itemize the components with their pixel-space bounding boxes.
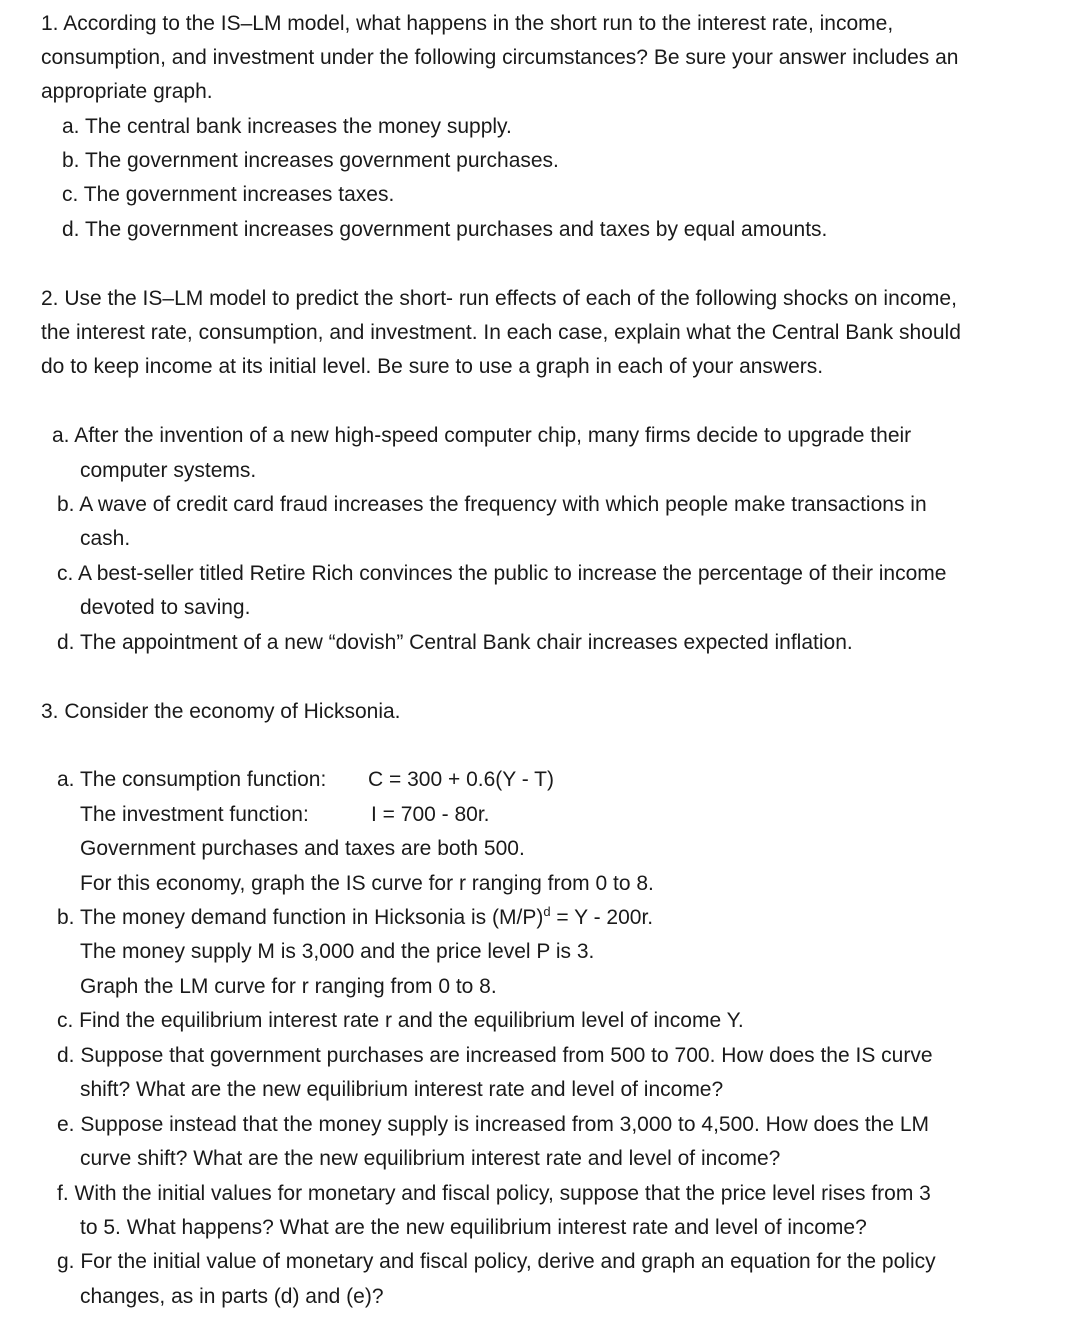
- q2-item-a-line-2: computer systems.: [80, 459, 257, 482]
- q1-line-3: appropriate graph.: [41, 80, 213, 103]
- q3-g-line-2: changes, as in parts (d) and (e)?: [80, 1285, 384, 1308]
- q1-line-1: 1. According to the IS–LM model, what happens in the short run to the interest rate, income,: [41, 12, 894, 35]
- q3-f-line-2: to 5. What happens? What are the new equilibrium interest rate and level of income?: [80, 1216, 867, 1239]
- q2-item-a-line-1: a. After the invention of a new high-speed computer chip, many firms decide to upgrade their: [52, 424, 912, 447]
- q2-item-b-line-1: b. A wave of credit card fraud increases the frequency with which people make transactions in: [57, 493, 927, 516]
- q3-b-money-demand: [57, 901, 653, 935]
- q3-e-line-2: curve shift? What are the new equilibrium interest rate and level of income?: [80, 1147, 781, 1170]
- q3-b-prefix: b. The money demand function in Hicksonia is (M/P): [57, 906, 544, 929]
- q1-item-c: c. The government increases taxes.: [62, 183, 395, 206]
- q2-line-2: the interest rate, consumption, and investment. In each case, explain what the Central Bank should: [41, 321, 961, 344]
- q3-g-line-1: g. For the initial value of monetary and fiscal policy, derive and graph an equation for the policy: [57, 1250, 936, 1273]
- q2-item-d: d. The appointment of a new “dovish” Central Bank chair increases expected inflation.: [57, 631, 853, 654]
- q3-f-line-1: f. With the initial values for monetary and fiscal policy, suppose that the price level rises from 3: [57, 1182, 931, 1205]
- q3-a-graph: For this economy, graph the IS curve for r ranging from 0 to 8.: [80, 872, 654, 895]
- q3-d-line-2: shift? What are the new equilibrium interest rate and level of income?: [80, 1078, 724, 1101]
- q3-intro: 3. Consider the economy of Hicksonia.: [41, 700, 401, 723]
- q1-item-a: a. The central bank increases the money supply.: [62, 115, 512, 138]
- q3-a-government: Government purchases and taxes are both 500.: [80, 837, 525, 860]
- q2-line-1: 2. Use the IS–LM model to predict the short- run effects of each of the following shocks on income,: [41, 287, 957, 310]
- q2-item-b-line-2: cash.: [80, 527, 131, 550]
- q3-d-line-1: d. Suppose that government purchases are increased from 500 to 700. How does the IS curve: [57, 1044, 933, 1067]
- q1-item-b: b. The government increases government purchases.: [62, 149, 559, 172]
- q3-a-investment-label: The investment function:: [80, 803, 309, 826]
- q1-item-d: d. The government increases government purchases and taxes by equal amounts.: [62, 218, 828, 241]
- q3-b-graph: Graph the LM curve for r ranging from 0 to 8.: [80, 975, 497, 998]
- q3-b-suffix: = Y - 200r.: [550, 906, 654, 929]
- q3-a-consumption-equation: C = 300 + 0.6(Y - T): [368, 768, 554, 791]
- q2-item-c-line-2: devoted to saving.: [80, 596, 251, 619]
- q1-line-2: consumption, and investment under the following circumstances? Be sure your answer includes an: [41, 46, 959, 69]
- q3-b-supply: The money supply M is 3,000 and the price level P is 3.: [80, 940, 595, 963]
- q3-a-investment-equation: I = 700 - 80r.: [371, 803, 490, 826]
- q3-c: c. Find the equilibrium interest rate r and the equilibrium level of income Y.: [57, 1009, 744, 1032]
- q3-a-consumption-label: a. The consumption function:: [57, 768, 327, 791]
- q2-item-c-line-1: c. A best-seller titled Retire Rich convinces the public to increase the percentage of their income: [57, 562, 947, 585]
- q3-b-superscript: d: [543, 904, 551, 919]
- q3-e-line-1: e. Suppose instead that the money supply is increased from 3,000 to 4,500. How does the LM: [57, 1113, 930, 1136]
- q2-line-3: do to keep income at its initial level. Be sure to use a graph in each of your answers.: [41, 355, 824, 378]
